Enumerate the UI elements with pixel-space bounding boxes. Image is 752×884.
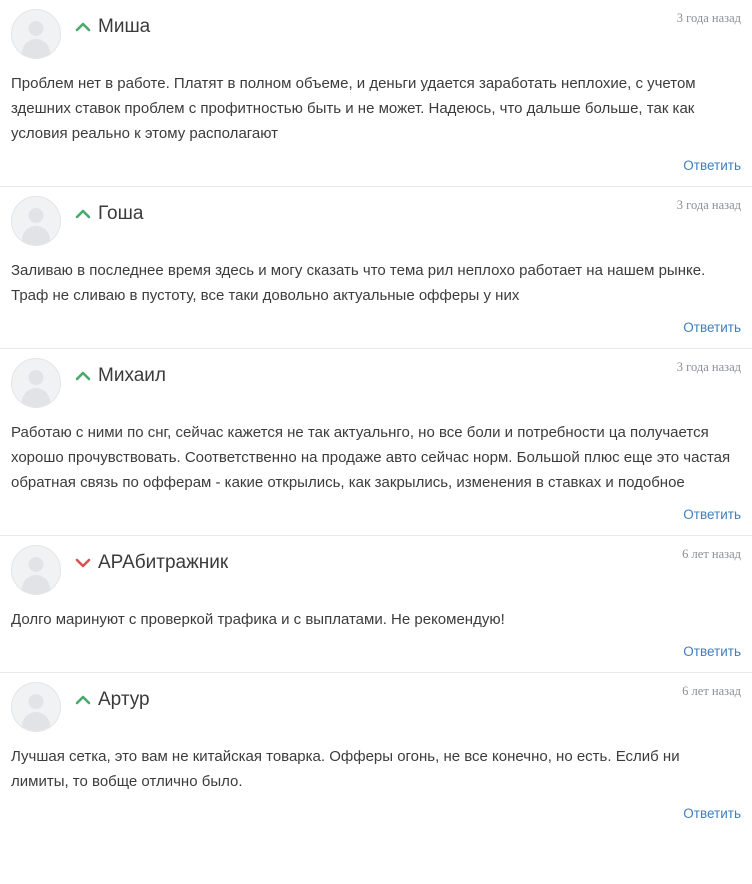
comment-author: Гоша: [98, 203, 144, 224]
avatar: [11, 545, 61, 595]
comment-author: Артур: [98, 689, 150, 710]
comment-header: [11, 349, 741, 408]
comment-date: 3 года назад: [676, 11, 741, 25]
comment-date: 3 года назад: [676, 360, 741, 374]
comment-author-wrap: [75, 16, 150, 38]
comment-footer: [11, 495, 741, 535]
comment-text: Лучшая сетка, это вам не китайская товарка. Офферы огонь, не все конечно, но есть. Еслиб ни лимиты, то вобще отлично было.: [11, 748, 680, 790]
comment-author: Михаил: [98, 365, 166, 386]
reply-link[interactable]: Ответить: [683, 507, 741, 522]
comment-header: [11, 0, 741, 59]
chevron-up-icon[interactable]: [75, 692, 91, 708]
reply-link[interactable]: Ответить: [683, 320, 741, 335]
comment-item: [0, 187, 752, 349]
chevron-up-icon[interactable]: [75, 368, 91, 384]
chevron-up-icon[interactable]: [75, 206, 91, 222]
chevron-up-icon[interactable]: [75, 19, 91, 35]
comment-header: [11, 673, 741, 732]
comment-footer: [11, 794, 741, 834]
comment-text: Проблем нет в работе. Платят в полном объеме, и деньги удается заработать неплохие, с учетом здешних ставок проблем с профитностью быть и не может. Надеюсь, что дальше больше, так как условия реально к этому располагают: [11, 75, 696, 142]
avatar: [11, 682, 61, 732]
comment-date: 6 лет назад: [682, 684, 741, 698]
avatar: [11, 196, 61, 246]
comment-author-wrap: [75, 203, 143, 225]
comment-header: [11, 187, 741, 246]
comment-date: 3 года назад: [676, 198, 741, 212]
chevron-down-icon[interactable]: [75, 555, 91, 571]
comment-text: Работаю с ними по снг, сейчас кажется не так актуальнго, но все боли и потребности ца получается хорошо прочувствовать. Соответственно на продаже авто сейчас норм. Большой плюс еще это частая обратная связь по офферам - какие открылись, как закрылись, изменения в ставках и подобное: [11, 424, 731, 491]
comment-item: [0, 536, 752, 673]
comment-author: АРАбитражник: [98, 552, 229, 573]
avatar: [11, 9, 61, 59]
comment-author-wrap: [75, 552, 228, 574]
comment-author: Миша: [98, 16, 151, 37]
comment-footer: [11, 308, 741, 348]
comment-author-wrap: [75, 689, 150, 711]
comment-text: Долго маринуют с проверкой трафика и с выплатами. Не рекомендую!: [11, 611, 505, 628]
comment-header: [11, 536, 741, 595]
reply-link[interactable]: Ответить: [683, 644, 741, 659]
comment-item: [0, 0, 752, 187]
comment-footer: [11, 146, 741, 186]
comment-item: [0, 349, 752, 536]
comment-item: [0, 673, 752, 834]
comment-text: Заливаю в последнее время здесь и могу сказать что тема рил неплохо работает на нашем рынке. Траф не сливаю в пустоту, все таки довольно актуальные офферы у них: [11, 262, 706, 304]
comment-date: 6 лет назад: [682, 547, 741, 561]
reply-link[interactable]: Ответить: [683, 806, 741, 821]
comment-author-wrap: [75, 365, 166, 387]
avatar: [11, 358, 61, 408]
comment-footer: [11, 632, 741, 672]
reply-link[interactable]: Ответить: [683, 158, 741, 173]
